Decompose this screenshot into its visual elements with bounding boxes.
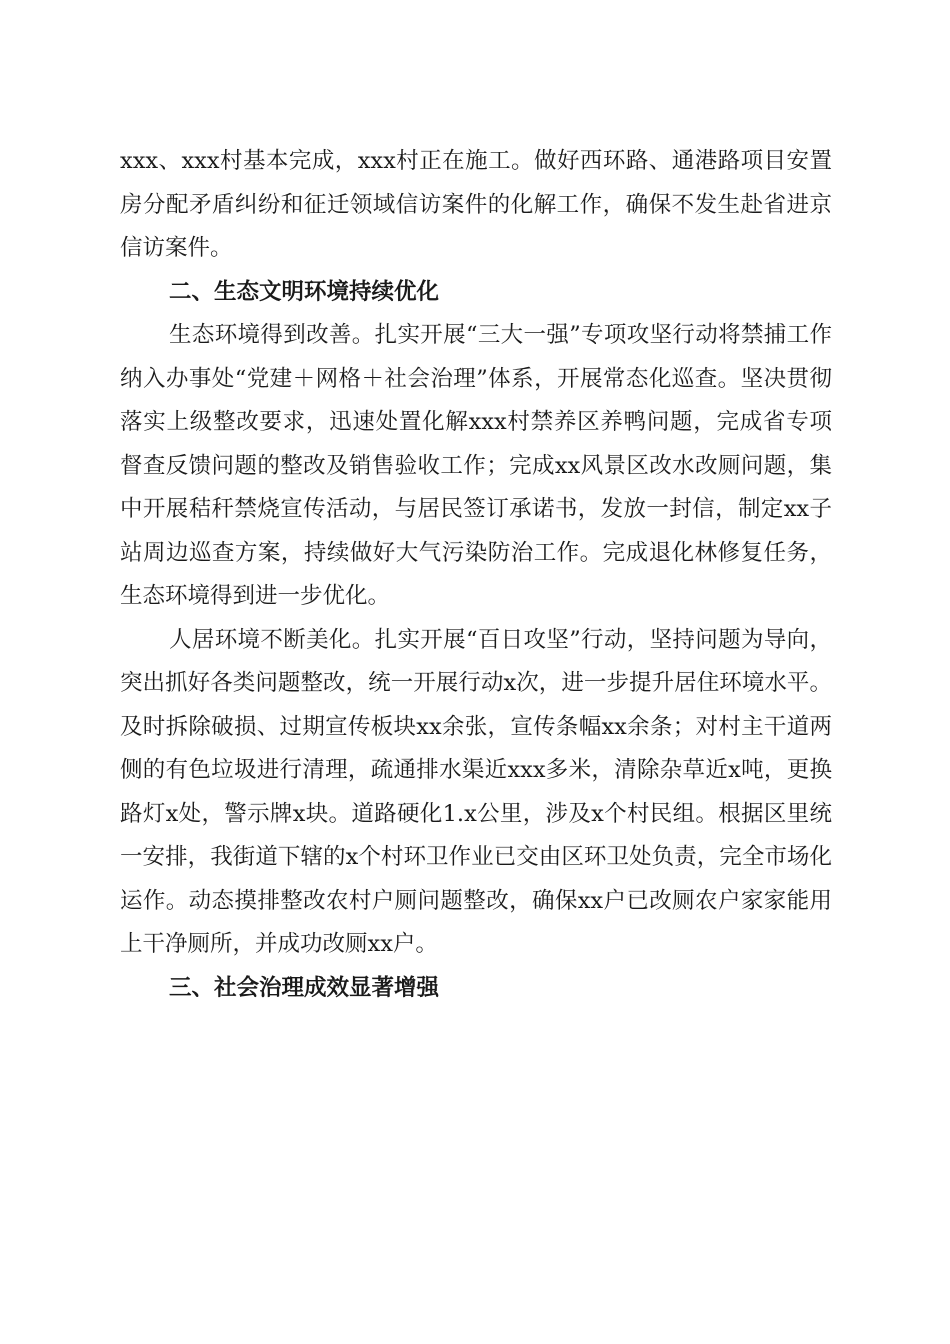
paragraph-continuation: xxx、xxx村基本完成，xxx村正在施工。做好西环路、通港路项目安置房分配矛盾纠纷和征迁领域信访案件的化解工作，确保不发生赴省进京信访案件。 xyxy=(120,148,832,261)
paragraph-living-environment: 人居环境不断美化。扎实开展“百日攻坚”行动，坚持问题为导向，突出抓好各类问题整改，统一开展行动x次，进一步提升居住环境水平。及时拆除破损、过期宣传板块xx余张，宣传条幅xx余条；对村主干道两侧的有色垃圾进行清理，疏通排水渠近xxx多米，清除杂草近x吨，更换路灯x处，警示牌x块。道路硬化1.x公里，涉及x个村民组。根据区里统一安排，我街道下辖的x个村环卫作业已交由区环卫处负责，完全市场化运作。动态摸排整改农村户厕问题整改，确保xx户已改厕农户家家能用上干净厕所，并成功改厕xx户。 xyxy=(120,626,832,957)
paragraph-ecology: 生态环境得到改善。扎实开展“三大一强”专项攻坚行动将禁捕工作纳入办事处“党建＋网格＋社会治理”体系，开展常态化巡查。坚决贯彻落实上级整改要求，迅速处置化解xxx村禁养区养鸭问题，完成省专项督查反馈问题的整改及销售验收工作；完成xx风景区改水改厕问题，集中开展秸秆禁烧宣传活动，与居民签订承诺书，发放一封信，制定xx子站周边巡查方案，持续做好大气污染防治工作。完成退化林修复任务，生态环境得到进一步优化。 xyxy=(120,322,832,609)
section-heading-governance: 三、社会治理成效显著增强 xyxy=(169,974,440,1001)
document-body xyxy=(120,140,832,1010)
section-heading-ecology: 二、生态文明环境持续优化 xyxy=(169,278,440,305)
